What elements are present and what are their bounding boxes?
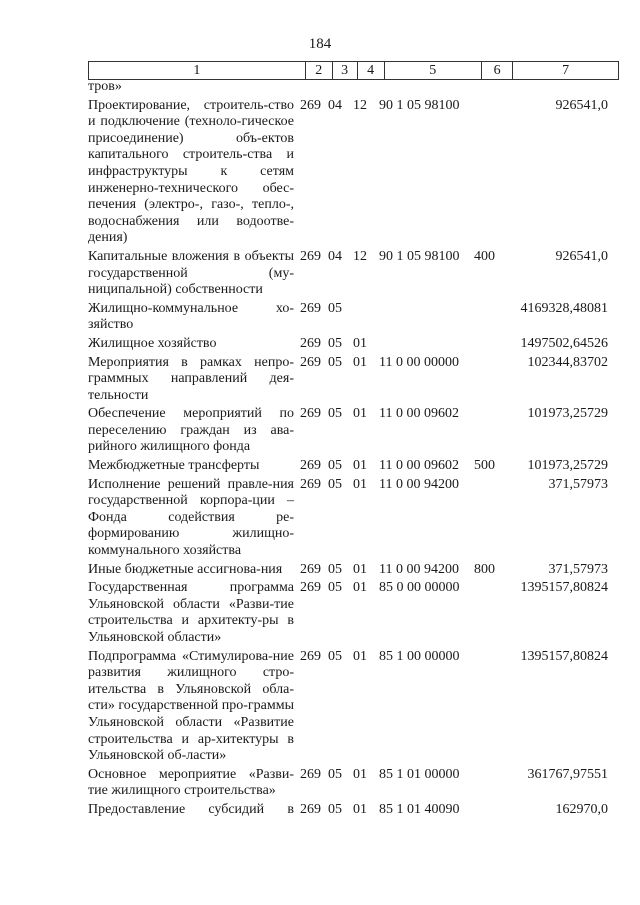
cell-section: 05 [328,561,342,577]
cell-section: 05 [328,406,342,422]
cell-subsection: 01 [353,354,367,370]
cell-ministry: 269 [300,406,321,422]
header-col-7: 7 [513,62,619,80]
cell-item-name: Обеспечение мероприятий по переселению граждан из ава-рийного жилищного фонда [88,406,294,455]
cell-amount: 1497502,64526 [520,335,608,351]
cell-target-article: 85 1 01 40090 [379,801,460,817]
header-col-4: 4 [357,62,384,80]
table-row [88,355,620,405]
cell-ministry: 269 [300,300,321,316]
table-row [88,649,620,765]
budget-table-body [88,79,620,821]
cell-item-name: Капитальные вложения в объекты государственной (му-ниципальной) собственности [88,248,294,298]
cell-ministry: 269 [300,248,321,264]
cell-section: 05 [328,300,342,316]
cell-amount: 102344,83702 [527,354,608,370]
table-row [88,98,620,247]
cell-amount: 162970,0 [555,801,608,817]
cell-subsection: 01 [353,476,367,492]
cell-amount: 1395157,80824 [520,580,608,596]
cell-section: 05 [328,335,342,351]
cell-ministry: 269 [300,766,321,782]
cell-section: 05 [328,580,342,596]
cell-amount: 4169328,48081 [520,300,608,316]
cell-expense-type: 800 [474,561,495,577]
cell-amount: 101973,25729 [527,406,608,422]
cell-ministry: 269 [300,476,321,492]
header-col-3: 3 [332,62,357,80]
cell-target-article: 85 1 00 00000 [379,648,460,664]
cell-subsection: 12 [353,248,367,264]
cell-subsection: 01 [353,458,367,474]
cell-target-article: 11 0 00 09602 [379,406,459,422]
cell-subsection: 01 [353,580,367,596]
table-row [88,458,620,475]
cell-section: 05 [328,458,342,474]
cell-item-name: тров» [88,79,122,94]
cell-target-article: 85 1 01 00000 [379,766,460,782]
cell-section: 05 [328,476,342,492]
table-row [88,802,620,819]
cell-target-article: 85 0 00 00000 [379,580,460,596]
cell-section: 04 [328,248,342,264]
cell-ministry: 269 [300,354,321,370]
cell-amount: 926541,0 [555,97,608,113]
cell-subsection: 01 [353,648,367,664]
cell-expense-type: 400 [474,248,495,264]
cell-amount: 101973,25729 [527,458,608,474]
table-row [88,477,620,560]
cell-subsection: 12 [353,97,367,113]
cell-subsection: 01 [353,406,367,422]
cell-target-article: 11 0 00 00000 [379,354,459,370]
cell-subsection: 01 [353,766,367,782]
cell-target-article: 11 0 00 94200 [379,561,459,577]
cell-subsection: 01 [353,335,367,351]
cell-ministry: 269 [300,561,321,577]
table-row [88,249,620,299]
cell-item-name: Иные бюджетные ассигнова-ния [88,561,283,577]
cell-item-name: Жилищно-коммунальное хо-зяйство [88,300,294,333]
cell-ministry: 269 [300,458,321,474]
cell-amount: 1395157,80824 [520,648,608,664]
cell-amount: 926541,0 [555,248,608,264]
cell-subsection: 01 [353,801,367,817]
cell-ministry: 269 [300,335,321,351]
cell-item-name: Проектирование, строитель-ство и подключение (техноло-гическое присоединение) объ-ектов капитального строитель-ства и инфраструктуры к сетям инженерно-технического обес-печения (электро-, газо-, тепло-, водоснабжения или водоотве-дения) [88,97,294,246]
table-row [88,301,620,334]
cell-section: 05 [328,354,342,370]
cell-item-name: Жилищное хозяйство [88,335,217,351]
header-col-2: 2 [305,62,332,80]
cell-amount: 361767,97551 [527,766,608,782]
table-row [88,336,620,353]
table-row [88,79,620,96]
cell-target-article: 90 1 05 98100 [379,248,460,264]
cell-item-name: Государственная программа Ульяновской области «Разви-тие строительства и архитекту-ры в Ульяновской области» [88,580,294,645]
cell-target-article: 90 1 05 98100 [379,97,460,113]
cell-item-name: Подпрограмма «Стимулирова-ние развития жилищного стро-ительства в Ульяновской обла-сти» государственной про-граммы Ульяновской области «Развитие строительства и ар-хитектуры в Ульяновской об-ласти» [88,648,294,764]
cell-item-name: Предоставление субсидий в [88,801,294,817]
cell-section: 05 [328,648,342,664]
cell-ministry: 269 [300,648,321,664]
cell-section: 05 [328,766,342,782]
table-header [88,61,619,80]
cell-target-article: 11 0 00 94200 [379,476,459,492]
cell-amount: 371,57973 [548,561,608,577]
table-row [88,580,620,646]
cell-ministry: 269 [300,97,321,113]
cell-item-name: Мероприятия в рамках непро-граммных направлений дея-тельности [88,354,294,403]
cell-ministry: 269 [300,801,321,817]
cell-amount: 371,57973 [548,476,608,492]
cell-item-name: Межбюджетные трансферты [88,458,260,474]
cell-section: 05 [328,801,342,817]
cell-section: 04 [328,97,342,113]
table-row [88,767,620,800]
table-row [88,562,620,579]
cell-item-name: Исполнение решений правле-ния государственной корпора-ции – Фонда содействия ре-формированию жилищно-коммунального хозяйства [88,476,294,559]
cell-subsection: 01 [353,561,367,577]
header-col-1: 1 [89,62,306,80]
cell-ministry: 269 [300,580,321,596]
page-number: 184 [308,36,332,52]
cell-target-article: 11 0 00 09602 [379,458,459,474]
cell-item-name: Основное мероприятие «Разви-тие жилищного строительства» [88,766,294,799]
header-col-5: 5 [384,62,481,80]
table-row [88,406,620,456]
cell-expense-type: 500 [474,458,495,474]
header-col-6: 6 [482,62,513,80]
